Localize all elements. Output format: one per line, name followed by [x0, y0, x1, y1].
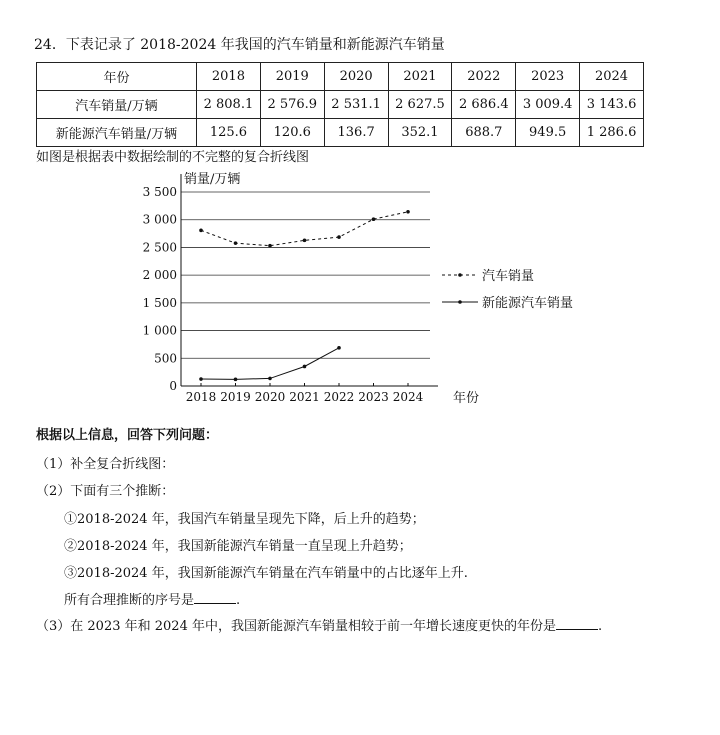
car-sales-row	[37, 91, 644, 119]
year-cell: 2018	[197, 63, 261, 91]
value-cell: 125.6	[197, 119, 261, 147]
y-tick-label: 500	[154, 351, 177, 366]
y-tick-label: 2 000	[142, 268, 177, 283]
x-tick-label: 2018	[185, 390, 217, 404]
sales-table	[36, 62, 644, 147]
data-point	[234, 378, 238, 382]
header-label-cell: 年份	[37, 63, 197, 91]
year-cell: 2020	[324, 63, 388, 91]
legend-label: 新能源汽车销量	[482, 296, 574, 311]
part-1: （1）补全复合折线图：	[36, 457, 175, 472]
value-cell: 3 009.4	[516, 91, 580, 119]
row-label-cell: 新能源汽车销量/万辆	[37, 119, 197, 147]
part-3-text: （3）在 2023 年和 2024 年中，我国新能源汽车销量相较于前一年增长速度更快的年份是	[36, 619, 556, 634]
chart-caption: 如图是根据表中数据绘制的不完整的复合折线图	[36, 150, 310, 165]
row-label-cell: 汽车销量/万辆	[37, 91, 197, 119]
value-cell: 136.7	[324, 119, 388, 147]
value-cell: 120.6	[260, 119, 324, 147]
x-tick-label: 2020	[254, 390, 286, 404]
part-3	[36, 615, 602, 634]
nev-sales-row	[37, 119, 644, 147]
x-tick-label: 2021	[289, 390, 320, 404]
data-point	[372, 217, 376, 221]
period: .	[597, 619, 603, 634]
x-tick-label: 2019	[220, 390, 251, 404]
data-point	[406, 210, 410, 214]
line-chart	[140, 168, 590, 413]
value-cell: 2 576.9	[260, 91, 324, 119]
part-2-ask	[64, 589, 240, 608]
period: .	[236, 593, 241, 608]
legend-marker	[458, 273, 462, 277]
data-point	[337, 346, 341, 350]
question-title: 24．下表记录了 2018-2024 年我国的汽车销量和新能源汽车销量	[34, 37, 445, 53]
year-cell: 2021	[388, 63, 452, 91]
data-point	[199, 229, 203, 233]
legend-marker	[458, 300, 462, 304]
y-axis-label: 销量/万辆	[184, 172, 241, 187]
data-point	[268, 377, 272, 381]
value-cell: 2 531.1	[324, 91, 388, 119]
value-cell: 688.7	[452, 119, 516, 147]
part-2: （2）下面有三个推断：	[36, 484, 175, 499]
table-header-row	[37, 63, 644, 91]
nev-sales-line	[201, 348, 339, 379]
value-cell: 2 808.1	[197, 91, 261, 119]
legend-label: 汽车销量	[482, 269, 535, 284]
year-cell: 2023	[516, 63, 580, 91]
y-tick-label: 0	[169, 379, 177, 393]
x-tick-label: 2022	[323, 390, 355, 404]
data-point	[199, 377, 203, 381]
y-tick-label: 1 000	[142, 323, 177, 338]
data-point	[234, 241, 238, 245]
year-cell: 2024	[580, 63, 644, 91]
value-cell: 2 627.5	[388, 91, 452, 119]
part-2-ask-text: 所有合理推断的序号是	[64, 593, 195, 608]
y-tick-label: 1 500	[142, 295, 177, 310]
inference-1: ①2018-2024 年，我国汽车销量呈现先下降，后上升的趋势；	[64, 512, 425, 527]
x-axis-label: 年份	[453, 391, 480, 406]
year-cell: 2022	[452, 63, 516, 91]
value-cell: 352.1	[388, 119, 452, 147]
y-tick-label: 3 000	[142, 212, 177, 227]
value-cell: 3 143.6	[580, 91, 644, 119]
year-cell: 2019	[260, 63, 324, 91]
inference-2: ②2018-2024 年，我国新能源汽车销量一直呈现上升趋势；	[64, 539, 412, 554]
x-tick-label: 2023	[358, 390, 389, 404]
data-point	[303, 365, 307, 369]
answer-blank-3[interactable]	[556, 617, 598, 630]
data-point	[268, 244, 272, 248]
y-tick-label: 2 500	[142, 240, 177, 255]
data-point	[337, 235, 341, 239]
inference-3: ③2018-2024 年，我国新能源汽车销量在汽车销量中的占比逐年上升.	[64, 566, 468, 581]
answer-blank-2[interactable]	[194, 591, 236, 604]
question-lead: 根据以上信息，回答下列问题：	[36, 428, 219, 443]
y-tick-label: 3 500	[142, 185, 177, 199]
value-cell: 2 686.4	[452, 91, 516, 119]
data-point	[303, 239, 307, 243]
value-cell: 1 286.6	[580, 119, 644, 147]
x-tick-label: 2024	[392, 390, 424, 404]
value-cell: 949.5	[516, 119, 580, 147]
